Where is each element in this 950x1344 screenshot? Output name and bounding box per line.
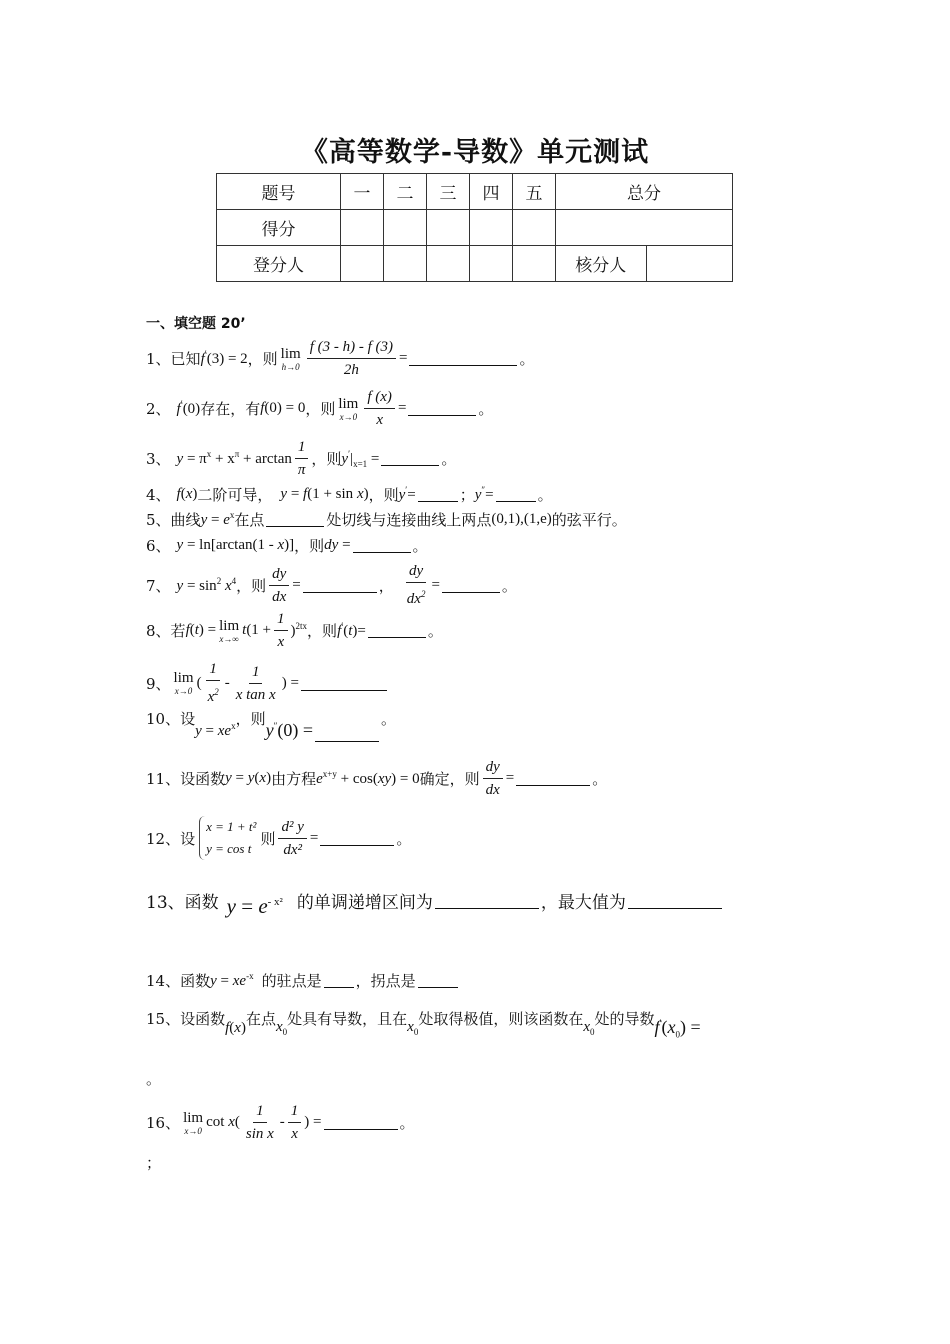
question-number: 9、 bbox=[146, 674, 171, 693]
question-text: ，则 bbox=[236, 576, 267, 595]
question-number: 7、 bbox=[146, 576, 171, 595]
question-text: ， bbox=[378, 576, 394, 595]
question-number: 13、 bbox=[146, 893, 185, 913]
question-number: 16、 bbox=[146, 1114, 181, 1132]
formula: f′(t)= bbox=[337, 621, 366, 639]
formula: lim x→0 bbox=[173, 670, 194, 696]
question-5 bbox=[146, 509, 627, 530]
score-input-cell[interactable] bbox=[384, 210, 427, 246]
question-text: 。 bbox=[501, 576, 517, 595]
table-cell: 一 bbox=[341, 174, 384, 210]
question-text: ，则 bbox=[235, 710, 266, 728]
formula: cot x( bbox=[206, 1114, 240, 1130]
formula: $y = xe^{-x}$ bbox=[210, 971, 254, 989]
formula: t(1 + bbox=[242, 622, 272, 638]
formula: f(0) = 0 bbox=[260, 400, 306, 416]
question-text: 设函数 bbox=[180, 1009, 226, 1028]
formula: y″= bbox=[474, 485, 494, 503]
formula: $x_0$ bbox=[407, 1019, 419, 1038]
table-row bbox=[217, 174, 733, 210]
formula: y′= bbox=[398, 485, 416, 503]
formula: $y = e^x$ bbox=[200, 510, 235, 528]
score-input-cell[interactable] bbox=[427, 210, 470, 246]
formula: $\frac{dy}{dx^2}$ bbox=[406, 563, 426, 607]
question-10 bbox=[146, 708, 396, 740]
formula: $y = e^{- x^2}$ bbox=[226, 894, 283, 918]
question-text: ，则 bbox=[307, 622, 338, 640]
question-3 bbox=[146, 438, 456, 479]
question-number: 4、 bbox=[146, 486, 171, 504]
question-text: 若 bbox=[170, 622, 186, 640]
answer-blank[interactable] bbox=[516, 771, 590, 786]
formula: $e^{x+y} + \cos(xy) = 0$ bbox=[316, 769, 420, 787]
formula: lim x→∞ bbox=[219, 617, 240, 644]
question-text: 已知 bbox=[170, 350, 201, 368]
question-text: 则 bbox=[260, 829, 276, 848]
formula: $f'(x_0)$ = bbox=[654, 1017, 701, 1040]
section-heading: 一、填空题 20’ bbox=[146, 316, 246, 332]
question-text: 。 bbox=[396, 829, 412, 848]
score-input-cell[interactable] bbox=[556, 210, 733, 246]
answer-blank[interactable] bbox=[442, 578, 500, 593]
question-number: 15、 bbox=[146, 1009, 181, 1028]
question-text: 设 bbox=[180, 829, 196, 848]
question-14 bbox=[146, 970, 460, 991]
question-11: 11、 设函数 y = y(x) 由方程 $e^{x+y} + \cos(xy) = 0$ 确定，则 $\frac{dy}{dx}$ = 。 bbox=[146, 759, 608, 798]
question-text: ，则 bbox=[311, 450, 342, 468]
question-text: 二阶可导， bbox=[197, 486, 273, 504]
question-2: 2、 f′(0) 存在，有 f(0) = 0 ，则 lim x→0 $\frac{f (x)}{x}$ = 。 bbox=[146, 389, 494, 428]
question-text: 。 bbox=[592, 770, 608, 788]
question-9: 9、 lim x→0 ( $\frac{1}{x^2}$ - $\frac{1}{\text{x tan x}}$ ) = bbox=[146, 660, 389, 706]
table-cell: 总分 bbox=[556, 174, 733, 210]
formula: y″(0) = bbox=[265, 720, 313, 740]
question-text: 处的导数 bbox=[594, 1009, 655, 1028]
question-text: 由方程 bbox=[271, 770, 317, 788]
question-1: 1、 已知 f′(3) = 2 ，则 lim h→0 $\frac{f (3 - h) - f (3)}{2h}$ = 。 bbox=[146, 339, 535, 378]
answer-blank[interactable] bbox=[320, 831, 394, 846]
formula: dy = bbox=[324, 537, 351, 553]
question-text: 确定，则 bbox=[419, 770, 480, 788]
question-text: 设 bbox=[180, 710, 196, 728]
question-text: 。 bbox=[380, 710, 396, 728]
answer-blank[interactable] bbox=[418, 487, 458, 502]
score-input-cell[interactable] bbox=[427, 246, 470, 282]
question-text: 在点 bbox=[234, 511, 265, 529]
question-number: 3、 bbox=[146, 450, 171, 468]
page-title: 《高等数学-导数》单元测试 bbox=[300, 137, 650, 168]
question-text: ，最大值为 bbox=[540, 893, 626, 913]
question-number: 11、 bbox=[146, 770, 181, 788]
question-text: 。 bbox=[441, 450, 457, 468]
question-16: 16、 lim x→0 cot x( $\frac{1}{\text{sin x}}$ - $\frac{1}{x}$ ) = 。 bbox=[146, 1103, 415, 1142]
formula: $y = \sin^2 x^4$ bbox=[176, 575, 237, 594]
question-text: ，拐点是 bbox=[355, 972, 416, 990]
score-input-cell[interactable] bbox=[384, 246, 427, 282]
score-table bbox=[216, 173, 733, 282]
question-text: 设函数 bbox=[180, 770, 226, 788]
formula: y = f(1 + sin x) bbox=[280, 486, 369, 502]
answer-blank[interactable] bbox=[381, 451, 439, 466]
formula: $\frac{f (3 - h) - f (3)}{2h}$ bbox=[307, 338, 396, 379]
formula: f(x) bbox=[225, 1019, 246, 1036]
formula: $\frac{1}{x}$ bbox=[288, 1102, 302, 1143]
question-number: 10、 bbox=[146, 710, 181, 728]
question-text: 函数 bbox=[180, 972, 211, 990]
formula: f′(3) = 2 bbox=[200, 349, 248, 367]
question-text: 。 bbox=[537, 486, 553, 504]
question-6 bbox=[146, 535, 428, 556]
question-number: 6、 bbox=[146, 537, 171, 555]
formula: lim x→0 bbox=[183, 1109, 204, 1136]
formula: $\frac{\text{d² y}}{\text{dx²}}$ bbox=[278, 818, 306, 859]
formula: (0,1),(1,e) bbox=[491, 511, 552, 527]
score-input-cell[interactable] bbox=[646, 246, 732, 282]
question-number: 8、 bbox=[146, 622, 171, 640]
question-4 bbox=[146, 484, 553, 505]
question-text: 。 bbox=[427, 622, 443, 640]
formula: $y'|_{x=1}$ = bbox=[341, 448, 380, 469]
table-cell: 三 bbox=[427, 174, 470, 210]
question-8 bbox=[146, 610, 443, 651]
answer-blank[interactable] bbox=[496, 487, 536, 502]
question-text: 处取得极值，则该函数在 bbox=[418, 1009, 584, 1028]
formula: f′(0) bbox=[176, 399, 201, 417]
formula: $\frac{f (x)}{x}$ bbox=[364, 388, 395, 429]
formula: f(x) bbox=[176, 486, 198, 502]
answer-blank[interactable] bbox=[324, 1115, 398, 1130]
formula: $y = xe^x$ bbox=[195, 721, 236, 739]
answer-blank[interactable] bbox=[324, 973, 354, 988]
formula: x = 1 + t² y = cos t bbox=[199, 816, 256, 860]
score-input-cell[interactable] bbox=[513, 210, 556, 246]
formula: $\frac{1}{x^2}$ bbox=[207, 661, 219, 705]
answer-blank[interactable] bbox=[303, 578, 377, 593]
formula: $\frac{dy}{dx}$ bbox=[269, 565, 289, 606]
question-text: 处具有导数，且在 bbox=[287, 1009, 408, 1028]
table-cell: 二 bbox=[384, 174, 427, 210]
question-text: ，则 bbox=[294, 537, 325, 555]
answer-blank[interactable] bbox=[301, 676, 387, 691]
question-12: 12、 设 x = 1 + t² y = cos t 则 $\frac{\text{d² y}}{\text{dx²}}$ = 。 bbox=[146, 816, 411, 860]
table-cell: 四 bbox=[470, 174, 513, 210]
trailing-mark: ； bbox=[146, 1154, 162, 1172]
question-15 bbox=[146, 1007, 701, 1040]
formula: f(t) = bbox=[185, 622, 217, 638]
question-text: 。 bbox=[399, 1114, 415, 1132]
answer-blank[interactable] bbox=[409, 351, 517, 366]
formula: $y = \pi^x + x^\pi + \arctan$ bbox=[176, 449, 292, 467]
question-text: ； bbox=[459, 486, 475, 504]
question-13 bbox=[146, 888, 724, 918]
question-7: 7、 $y = \sin^2 x^4$ ，则 $\frac{dy}{dx}$ = ， $\frac{dy}{dx^2}$ = 。 bbox=[146, 563, 517, 607]
question-number: 12、 bbox=[146, 829, 181, 848]
formula: $x_0$ bbox=[583, 1019, 595, 1038]
answer-blank[interactable] bbox=[368, 623, 426, 638]
table-row bbox=[217, 246, 733, 282]
question-number: 2、 bbox=[146, 400, 171, 418]
answer-blank[interactable] bbox=[418, 973, 458, 988]
score-input-cell[interactable] bbox=[341, 246, 384, 282]
formula: $\frac{1}{\text{sin x}}$ bbox=[245, 1103, 274, 1142]
formula: $\frac{dy}{dx}$ bbox=[483, 758, 503, 799]
formula: lim h→0 bbox=[280, 345, 301, 372]
formula: $\frac{1}{\text{x tan x}}$ bbox=[235, 663, 276, 703]
question-text: 。 bbox=[478, 400, 494, 418]
formula: $\frac{1}{\pi}$ bbox=[295, 438, 309, 479]
question-text: 的弦平行。 bbox=[551, 511, 627, 529]
table-cell: 核分人 bbox=[556, 246, 647, 282]
question-text: 。 bbox=[519, 350, 535, 368]
formula: $x_0$ bbox=[275, 1019, 288, 1038]
answer-blank[interactable] bbox=[266, 512, 324, 527]
question-text: 在点 bbox=[245, 1009, 276, 1028]
table-cell: 五 bbox=[513, 174, 556, 210]
question-text: 处切线与连接曲线上两点 bbox=[326, 511, 492, 529]
table-cell: 题号 bbox=[217, 174, 341, 210]
question-text: ，则 bbox=[305, 400, 336, 418]
formula: )$^{2tx}$ bbox=[290, 621, 308, 639]
score-input-cell[interactable] bbox=[513, 246, 556, 282]
answer-blank[interactable] bbox=[408, 401, 476, 416]
score-input-cell[interactable] bbox=[341, 210, 384, 246]
question-text: 的驻点是 bbox=[261, 972, 322, 990]
question-number: 5、 bbox=[146, 511, 171, 529]
question-text: 曲线 bbox=[170, 511, 201, 529]
question-number: 1、 bbox=[146, 350, 171, 368]
table-cell: 得分 bbox=[217, 210, 341, 246]
question-text: 。 bbox=[412, 537, 428, 555]
question-number: 14、 bbox=[146, 972, 181, 990]
formula: y = y(x) bbox=[225, 770, 272, 786]
answer-blank[interactable] bbox=[435, 892, 539, 909]
formula: $\frac{1}{x}$ bbox=[274, 610, 288, 651]
question-text: 存在，有 bbox=[200, 400, 261, 418]
formula: y = ln[arctan(1 - x)] bbox=[176, 537, 295, 553]
table-cell: 登分人 bbox=[217, 246, 341, 282]
question-text: ，则 bbox=[247, 350, 278, 368]
formula: lim x→0 bbox=[338, 395, 359, 422]
answer-blank[interactable] bbox=[315, 727, 379, 742]
table-row bbox=[217, 210, 733, 246]
question-15-answer-line: 。 bbox=[146, 1070, 162, 1088]
question-text: 函数 bbox=[184, 893, 219, 913]
question-text: ，则 bbox=[368, 486, 399, 504]
question-text: 的单调递增区间为 bbox=[296, 893, 433, 913]
answer-blank[interactable] bbox=[628, 892, 722, 909]
answer-blank[interactable] bbox=[353, 538, 411, 553]
score-input-cell[interactable] bbox=[470, 210, 513, 246]
score-input-cell[interactable] bbox=[470, 246, 513, 282]
